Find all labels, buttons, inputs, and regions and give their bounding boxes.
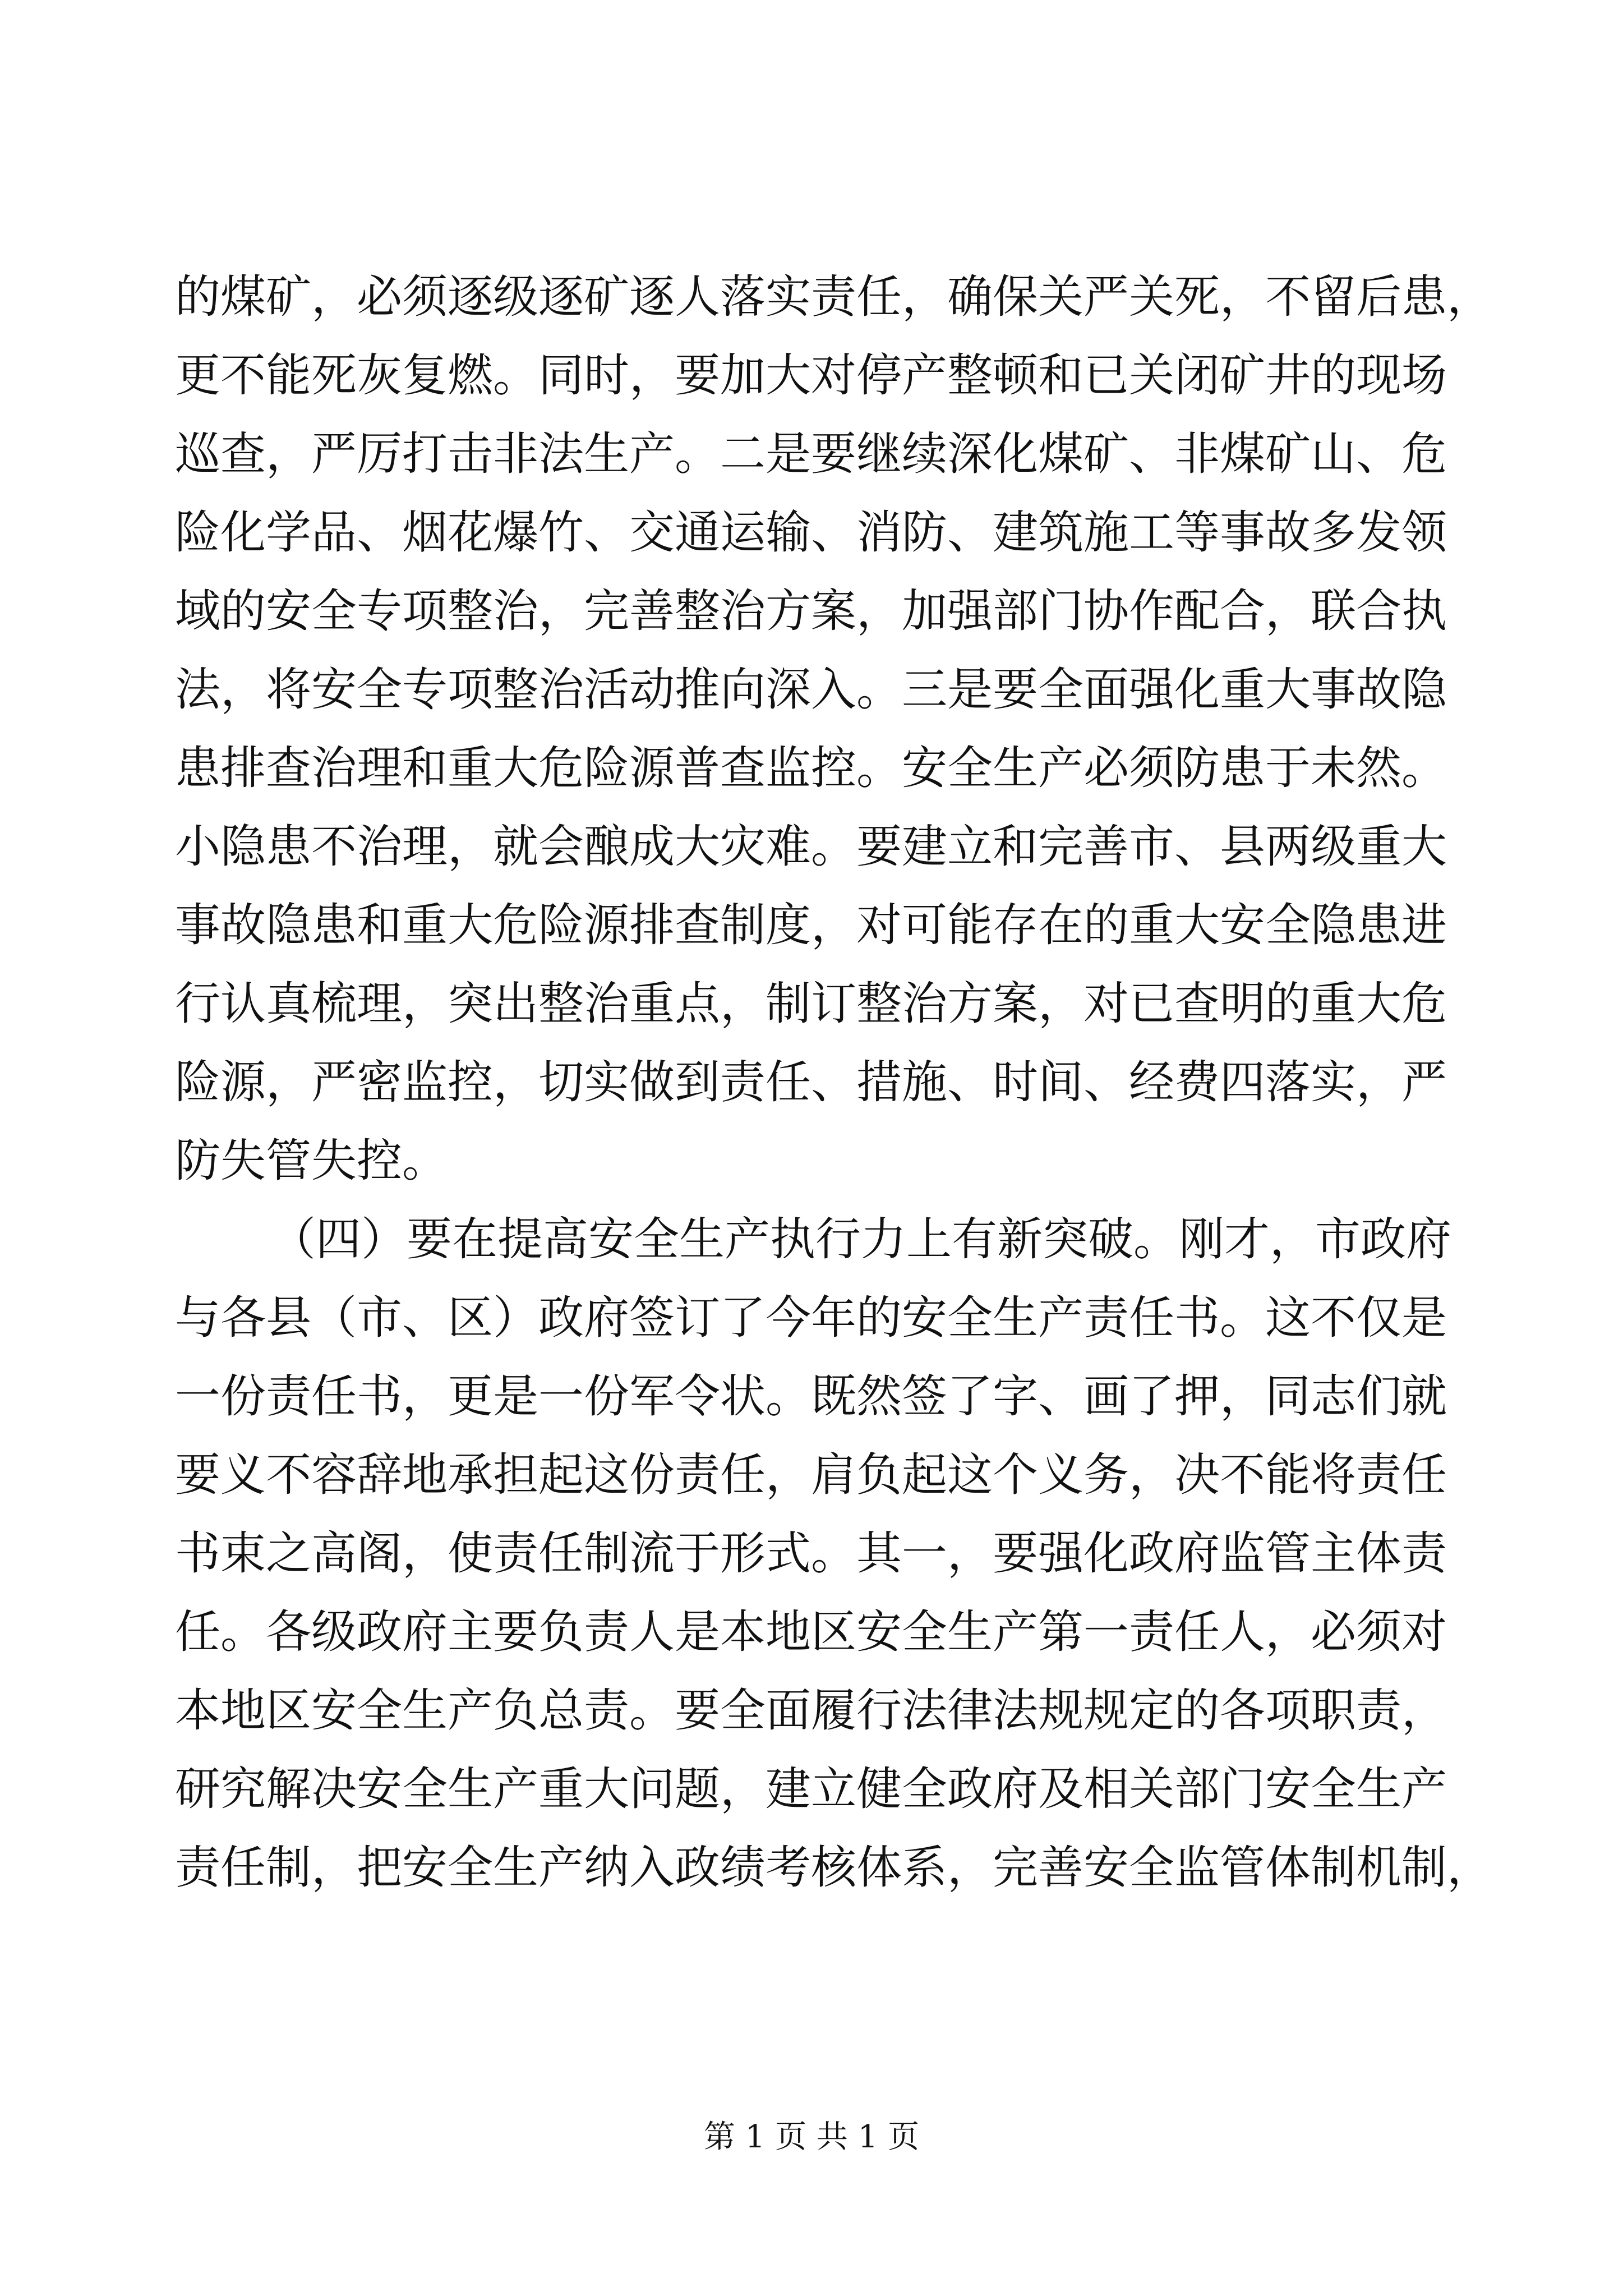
- text-line: 责任制，把安全生产纳入政绩考核体系，完善安全监管体制机制，: [175, 1842, 1493, 1894]
- text-line: 域的安全专项整治，完善整治方案，加强部门协作配合，联合执: [175, 585, 1447, 638]
- text-line: 险化学品、烟花爆竹、交通运输、消防、建筑施工等事故多发领: [175, 507, 1447, 559]
- text-line: 要义不容辞地承担起这份责任，肩负起这个义务，决不能将责任: [175, 1449, 1447, 1502]
- page-number-footer: 第 1 页 共 1 页: [703, 2119, 920, 2155]
- text-line: 防失管失控。: [175, 1135, 448, 1188]
- text-line: 行认真梳理，突出整治重点，制订整治方案，对已查明的重大危: [175, 978, 1447, 1030]
- text-line: 的煤矿，必须逐级逐矿逐人落实责任，确保关严关死，不留后患，: [175, 271, 1493, 324]
- text-line: 研究解决安全生产重大问题，建立健全政府及相关部门安全生产: [175, 1763, 1447, 1816]
- text-line: 险源，严密监控，切实做到责任、措施、时间、经费四落实，严: [175, 1056, 1447, 1109]
- text-line: 更不能死灰复燃。同时，要加大对停产整顿和已关闭矿井的现场: [175, 349, 1447, 402]
- text-line: 患排查治理和重大危险源普查监控。安全生产必须防患于未然。: [175, 742, 1447, 795]
- paragraph-start-line: （四）要在提高安全生产执行力上有新突破。刚才，市政府: [270, 1213, 1452, 1266]
- text-line: 小隐患不治理，就会酿成大灾难。要建立和完善市、县两级重大: [175, 821, 1447, 873]
- text-line: 任。各级政府主要负责人是本地区安全生产第一责任人，必须对: [175, 1606, 1447, 1659]
- text-line: 书束之高阁，使责任制流于形式。其一，要强化政府监管主体责: [175, 1527, 1447, 1580]
- text-line: 巡查，严厉打击非法生产。二是要继续深化煤矿、非煤矿山、危: [175, 428, 1447, 481]
- text-line: 本地区安全生产负总责。要全面履行法律法规规定的各项职责，: [175, 1685, 1447, 1737]
- text-line: 法，将安全专项整治活动推向深入。三是要全面强化重大事故隐: [175, 664, 1447, 716]
- text-line: 与各县（市、区）政府签订了今年的安全生产责任书。这不仅是: [175, 1292, 1447, 1345]
- text-line: 事故隐患和重大危险源排查制度，对可能存在的重大安全隐患进: [175, 899, 1447, 952]
- text-line: 一份责任书，更是一份军令状。既然签了字、画了押，同志们就: [175, 1370, 1447, 1423]
